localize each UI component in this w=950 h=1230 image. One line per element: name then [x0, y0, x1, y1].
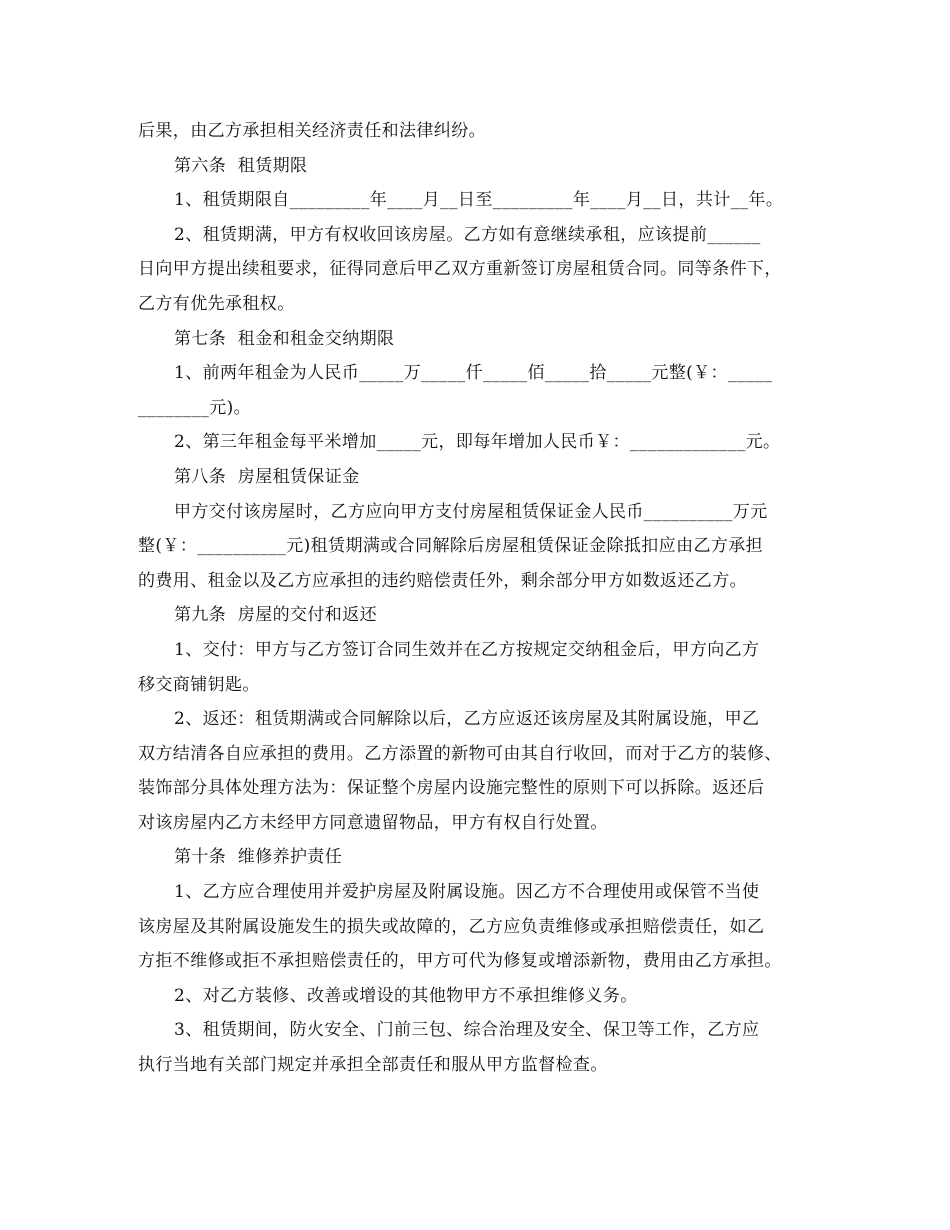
- text-line: 1、交付：甲方与乙方签订合同生效并在乙方按规定交纳租金后，甲方向乙方: [174, 639, 760, 660]
- text-line: 整(￥：__________元)租赁期满或合同解除后房屋租赁保证金除抵扣应由乙方承担: [138, 536, 764, 557]
- text-line: 后果，由乙方承担相关经济责任和法律纠纷。: [138, 121, 486, 141]
- text-line: 第十条 维修养护责任: [174, 847, 343, 868]
- text-line: 2、第三年租金每平米增加_____元，即每年增加人民币￥：_____________元。: [174, 432, 781, 453]
- text-line: 第八条 房屋租赁保证金: [174, 466, 360, 487]
- text-line: 2、返还：租赁期满或合同解除以后，乙方应返还该房屋及其附属设施，甲乙: [174, 709, 760, 730]
- text-line: 甲方交付该房屋时，乙方应向甲方支付房屋租赁保证金人民币__________万元: [174, 501, 768, 522]
- text-line: 方拒不维修或拒不承担赔偿责任的，甲方可代为修复或增添新物，费用由乙方承担。: [138, 951, 782, 972]
- text-line: 乙方有优先承租权。: [138, 293, 295, 314]
- text-line: 装饰部分具体处理方法为：保证整个房屋内设施完整性的原则下可以拆除。返还后: [138, 778, 765, 799]
- text-line: 双方结清各自应承担的费用。乙方添置的新物可由其自行收回，而对于乙方的装修、: [138, 743, 782, 764]
- text-line: 1、前两年租金为人民币_____万_____仟_____佰_____拾_____元整(￥：_____: [174, 363, 773, 384]
- text-line: 对该房屋内乙方未经甲方同意遗留物品，甲方有权自行处置。: [138, 812, 608, 833]
- text-line: 执行当地有关部门规定并承担全部责任和服从甲方监督检查。: [138, 1055, 608, 1076]
- text-line: 第七条 租金和租金交纳期限: [174, 328, 395, 349]
- text-line: 1、租赁期限自_________年____月__日至_________年____月__日，共计__年。: [174, 190, 784, 211]
- text-line: 2、对乙方装修、改善或增设的其他物甲方不承担维修义务。: [174, 985, 638, 1006]
- text-line: 2、租赁期满，甲方有权收回该房屋。乙方如有意继续承租，应该提前______: [174, 224, 761, 245]
- text-line: ________元)。: [138, 397, 252, 418]
- text-line: 第六条 租赁期限: [174, 155, 308, 176]
- text-line: 3、租赁期间，防火安全、门前三包、综合治理及安全、保卫等工作，乙方应: [174, 1020, 760, 1041]
- text-line: 移交商铺钥匙。: [138, 674, 260, 695]
- text-line: 第九条 房屋的交付和返还: [174, 605, 378, 626]
- text-line: 的费用、租金以及乙方应承担的违约赔偿责任外，剩余部分甲方如数返还乙方。: [138, 570, 747, 591]
- text-line: 日向甲方提出续租要求，征得同意后甲乙双方重新签订房屋租赁合同。同等条件下，: [138, 259, 782, 280]
- text-line: 该房屋及其附属设施发生的损失或故障的，乙方应负责维修或承担赔偿责任，如乙: [138, 916, 765, 937]
- text-line: 1、乙方应合理使用并爱护房屋及附属设施。因乙方不合理使用或保管不当使: [174, 882, 760, 903]
